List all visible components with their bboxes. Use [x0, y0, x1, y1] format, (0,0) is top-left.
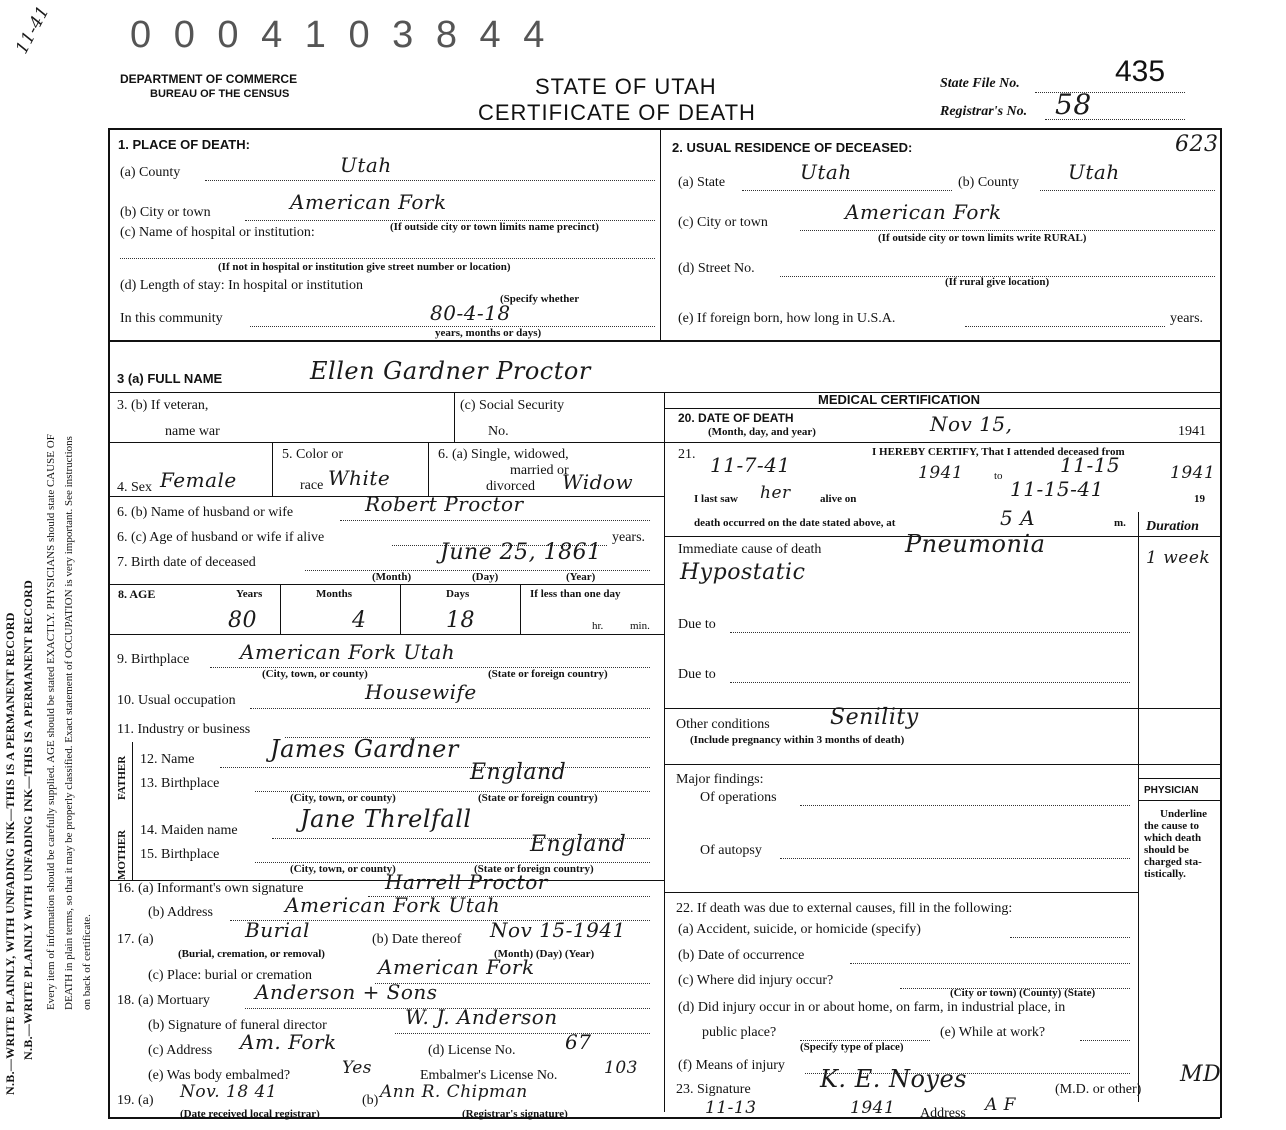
- marital-label-2: married or: [510, 463, 569, 478]
- race-label: race: [300, 478, 324, 493]
- due-to-label-1: Due to: [678, 617, 716, 632]
- sidebar-instructions-1: Every item of information should be carefully supplied. AGE should be stated EXACTLY. PHYSICIANS should state CAUSE OF: [45, 434, 57, 1010]
- sex-value: Female: [160, 468, 237, 492]
- corner-number: 623: [1175, 132, 1219, 157]
- res-city-value: American Fork: [845, 200, 1002, 224]
- physician-note-3: which death: [1144, 832, 1202, 844]
- pod-city-value: American Fork: [290, 190, 447, 214]
- race-value: White: [328, 466, 391, 490]
- res-street-note: (If rural give location): [945, 276, 1050, 288]
- mortuary-value: Anderson + Sons: [255, 980, 438, 1004]
- disposition-label: 17. (a): [117, 932, 154, 947]
- attended-year-1: 1941: [918, 463, 964, 483]
- informant-value: Harrell Proctor: [385, 870, 548, 894]
- spouse-value: Robert Proctor: [365, 492, 524, 516]
- md-label: (M.D. or other): [1055, 1082, 1142, 1097]
- mother-name-value: Jane Threlfall: [300, 805, 472, 833]
- birth-date-label: 7. Birth date of deceased: [117, 555, 256, 570]
- form-top-border: [108, 128, 1220, 130]
- age-months-label: Months: [316, 588, 353, 600]
- funeral-director-value: W. J. Anderson: [405, 1005, 558, 1029]
- mother-name-label: 14. Maiden name: [140, 823, 238, 838]
- ssn-label: (c) Social Security: [460, 398, 565, 413]
- form-bottom-border: [108, 1117, 1220, 1119]
- date-death-year: 1941: [1178, 424, 1206, 439]
- dept-line1: DEPARTMENT OF COMMERCE: [120, 72, 298, 86]
- where-label: (c) Where did injury occur?: [678, 973, 834, 988]
- embalmed-value: Yes: [342, 1058, 373, 1078]
- attended-to: 11-15: [1060, 453, 1121, 477]
- state-file-number: 435: [1115, 55, 1166, 88]
- section-divider: [108, 340, 1220, 342]
- pod-city-label: (b) City or town: [120, 205, 211, 220]
- operations-label: Of operations: [700, 790, 777, 805]
- sidebar-warning-2: N.B.—WRITE PLAINLY WITH UNFADING INK—THIS IS A PERMANENT RECORD: [21, 579, 35, 1060]
- res-foreign-suffix: years.: [1170, 311, 1204, 326]
- registrar-signature-label: (b): [362, 1093, 379, 1108]
- pod-county-value: Utah: [340, 153, 392, 177]
- pod-county-label: (a) County: [120, 165, 181, 180]
- age-months-value: 4: [352, 608, 367, 633]
- res-county-value: Utah: [1068, 160, 1120, 184]
- pod-stay-label: (d) Length of stay: In hospital or institution: [120, 278, 364, 293]
- informant-address-label: (b) Address: [148, 905, 213, 920]
- immediate-cause-label: Immediate cause of death: [678, 542, 822, 557]
- pod-community-note: years, months or days): [435, 327, 542, 339]
- major-findings-label: Major findings:: [676, 772, 764, 787]
- birth-day-note: (Day): [472, 571, 499, 583]
- informant-address-value: American Fork Utah: [285, 893, 501, 917]
- license-label: (d) License No.: [428, 1043, 516, 1058]
- physician-label: PHYSICIAN: [1144, 785, 1199, 796]
- dept-line2: BUREAU OF THE CENSUS: [150, 88, 290, 100]
- address-value: A F: [985, 1095, 1016, 1115]
- public-place-label: public place?: [702, 1025, 777, 1040]
- md-value: MD: [1180, 1062, 1222, 1087]
- attended-from: 11-7-41: [710, 453, 791, 477]
- pod-hospital-note: (If outside city or town limits name precinct): [390, 221, 599, 233]
- registrar-signature-value: Ann R. Chipman: [380, 1082, 528, 1102]
- res-state-value: Utah: [800, 160, 852, 184]
- registrar-signature-note: (Registrar's signature): [462, 1108, 568, 1120]
- immediate-cause-value-2: Hypostatic: [680, 560, 806, 585]
- birthplace-label: 9. Birthplace: [117, 652, 190, 667]
- full-name-value: Ellen Gardner Proctor: [310, 357, 591, 385]
- means-label: (f) Means of injury: [678, 1058, 785, 1073]
- occupation-value: Housewife: [365, 680, 477, 704]
- marital-value: Widow: [562, 470, 634, 494]
- form-left-border: [108, 128, 110, 1118]
- accident-label: (a) Accident, suicide, or homicide (specify): [678, 922, 921, 937]
- home-label: (d) Did injury occur in or about home, on farm, in industrial place, in: [678, 1000, 1066, 1015]
- disposition-value: Burial: [245, 918, 310, 942]
- physician-note-1: Underline: [1160, 808, 1208, 820]
- attended-year-2: 1941: [1170, 463, 1216, 483]
- sidebar-warning-1: N.B.—WRITE PLAINLY, WITH UNFADING INK—THIS IS A PERMANENT RECORD: [3, 612, 17, 1095]
- mother-birthplace-label: 15. Birthplace: [140, 847, 220, 862]
- to-label: to: [994, 470, 1003, 482]
- top-divider: [660, 128, 661, 340]
- medical-divider: [664, 392, 665, 1112]
- other-conditions-value: Senility: [830, 705, 919, 730]
- physician-note-4: should be: [1144, 844, 1189, 856]
- margin-date: 11-41: [12, 2, 54, 58]
- pod-community-value: 80-4-18: [430, 301, 511, 325]
- age-years-label: Years: [236, 588, 263, 600]
- spouse-label: 6. (b) Name of husband or wife: [117, 505, 294, 520]
- cert-num: 21.: [678, 447, 696, 462]
- mother-side-label: MOTHER: [116, 829, 128, 880]
- where-note: (City or town) (County) (State): [950, 987, 1096, 999]
- sidebar-instructions-2: DEATH in plain terms, so that it may be properly classified. Exact statement of OCCUPATION is very important. See instructions: [63, 436, 75, 1010]
- mortuary-address-label: (c) Address: [148, 1043, 213, 1058]
- received-value: Nov. 18 41: [180, 1082, 278, 1102]
- last-saw-label: I last saw: [694, 493, 739, 505]
- age-hr-label: hr.: [592, 620, 604, 632]
- last-saw-year: 19: [1194, 493, 1205, 505]
- father-birthplace-label: 13. Birthplace: [140, 776, 220, 791]
- veteran-label: 3. (b) If veteran,: [117, 398, 209, 413]
- sex-label: 4. Sex: [117, 480, 152, 495]
- duration-value: 1 week: [1146, 548, 1211, 568]
- physician-note-6: tistically.: [1144, 868, 1186, 880]
- birthplace-state-note: (State or foreign country): [488, 668, 608, 680]
- medical-title: MEDICAL CERTIFICATION: [818, 392, 981, 407]
- birth-date-value: June 25, 1861: [440, 540, 602, 565]
- sidebar-instructions-3: on back of certificate.: [81, 914, 93, 1010]
- spouse-age-label: 6. (c) Age of husband or wife if alive: [117, 530, 325, 545]
- received-note: (Date received local registrar): [180, 1108, 320, 1120]
- mother-birthplace-value: England: [530, 832, 627, 857]
- res-city-label: (c) City or town: [678, 215, 768, 230]
- certify-text: I HEREBY CERTIFY, That I attended deceased from: [872, 446, 1125, 458]
- disposition-date-value: Nov 15-1941: [490, 918, 626, 942]
- signature-date: 11-13: [705, 1098, 757, 1118]
- other-conditions-label: Other conditions: [676, 717, 770, 732]
- embalmed-label: (e) Was body embalmed?: [148, 1068, 291, 1083]
- father-birthplace-value: England: [470, 760, 567, 785]
- age-days-label: Days: [446, 588, 470, 600]
- public-place-note: (Specify type of place): [800, 1041, 904, 1053]
- other-conditions-note: (Include pregnancy within 3 months of death): [690, 734, 905, 746]
- signature-label: 23. Signature: [676, 1082, 751, 1097]
- physician-note-2: the cause to: [1144, 820, 1199, 832]
- autopsy-label: Of autopsy: [700, 843, 762, 858]
- father-state-note: (State or foreign country): [478, 792, 598, 804]
- embalmer-value: 103: [604, 1058, 638, 1078]
- pod-hospital-label: (c) Name of hospital or institution:: [120, 225, 315, 240]
- age-min-label: min.: [630, 620, 650, 632]
- license-value: 67: [565, 1030, 592, 1054]
- registrar-number: 58: [1055, 88, 1092, 121]
- date-death-note: (Month, day, and year): [708, 426, 816, 438]
- state-title: STATE OF UTAH: [535, 74, 717, 99]
- external-causes-label: 22. If death was due to external causes, fill in the following:: [676, 901, 1013, 916]
- birth-year-note: (Year): [566, 571, 596, 583]
- industry-label: 11. Industry or business: [117, 722, 251, 737]
- occupation-label: 10. Usual occupation: [117, 693, 236, 708]
- age-label: 8. AGE: [118, 587, 156, 601]
- pod-community-label: In this community: [120, 311, 223, 326]
- ssn-no-label: No.: [488, 424, 509, 439]
- age-days-value: 18: [446, 608, 475, 633]
- place-of-death-title: 1. PLACE OF DEATH:: [118, 137, 250, 152]
- res-county-label: (b) County: [958, 175, 1020, 190]
- res-foreign-label: (e) If foreign born, how long in U.S.A.: [678, 311, 896, 326]
- color-label: 5. Color or: [282, 447, 344, 462]
- due-to-label-2: Due to: [678, 667, 716, 682]
- registrar-label: Registrar's No.: [940, 104, 1028, 119]
- birthplace-city-note: (City, town, or county): [262, 668, 368, 680]
- spouse-age-suffix: years.: [612, 530, 646, 545]
- full-name-label: 3 (a) FULL NAME: [117, 371, 223, 386]
- mortuary-label: 18. (a) Mortuary: [117, 993, 210, 1008]
- physician-signature-value: K. E. Noyes: [820, 1065, 967, 1093]
- date-death-value: Nov 15,: [930, 412, 1013, 436]
- marital-label-1: 6. (a) Single, widowed,: [438, 447, 569, 462]
- occurred-value: 5 A: [1000, 506, 1036, 530]
- physician-note-5: charged sta-: [1144, 856, 1202, 868]
- while-at-work-label: (e) While at work?: [940, 1025, 1046, 1040]
- occurred-m-label: m.: [1114, 517, 1126, 529]
- certificate-title: CERTIFICATE OF DEATH: [478, 100, 756, 125]
- signature-year: 1941: [850, 1098, 896, 1118]
- occurred-label: death occurred on the date stated above, at: [694, 517, 896, 529]
- birthplace-value: American Fork Utah: [240, 640, 456, 664]
- father-name-value: James Gardner: [270, 735, 459, 763]
- received-label: 19. (a): [117, 1093, 154, 1108]
- last-saw-value: her: [760, 483, 791, 503]
- mortuary-address-value: Am. Fork: [240, 1030, 337, 1054]
- date-death-label: 20. DATE OF DEATH: [678, 411, 794, 425]
- res-street-label: (d) Street No.: [678, 261, 755, 276]
- duration-label: Duration: [1146, 519, 1199, 534]
- disposition-note: (Burial, cremation, or removal): [178, 948, 325, 960]
- residence-title: 2. USUAL RESIDENCE OF DECEASED:: [672, 140, 913, 155]
- embalmer-label: Embalmer's License No.: [420, 1068, 558, 1083]
- funeral-director-label: (b) Signature of funeral director: [148, 1018, 327, 1033]
- war-label: name war: [165, 424, 220, 439]
- age-less-day-label: If less than one day: [530, 588, 621, 600]
- form-right-border: [1220, 128, 1222, 1118]
- pod-street-note: (If not in hospital or institution give street number or location): [218, 261, 511, 273]
- alive-label: alive on: [820, 493, 857, 505]
- disposition-date-label: (b) Date thereof: [372, 932, 462, 947]
- mother-city-note: (City, town, or county): [290, 863, 396, 875]
- address-label: Address: [920, 1106, 966, 1121]
- marital-label-3: divorced: [486, 479, 535, 494]
- last-saw-date: 11-15-41: [1010, 477, 1104, 501]
- res-state-label: (a) State: [678, 175, 726, 190]
- occurrence-label: (b) Date of occurrence: [678, 948, 805, 963]
- informant-label: 16. (a) Informant's own signature: [117, 881, 304, 896]
- pod-specify-note: (Specify whether: [500, 293, 580, 305]
- father-city-note: (City, town, or county): [290, 792, 396, 804]
- father-name-label: 12. Name: [140, 752, 195, 767]
- serial-number: 0 0 0 4 1 0 3 8 4 4: [130, 14, 551, 56]
- res-city-note: (If outside city or town limits write RURAL): [878, 232, 1087, 244]
- burial-place-value: American Fork: [378, 955, 535, 979]
- age-years-value: 80: [228, 608, 257, 633]
- state-file-label: State File No.: [940, 76, 1020, 91]
- father-side-label: FATHER: [116, 755, 128, 800]
- immediate-cause-value: Pneumonia: [905, 530, 1046, 558]
- disposition-date-note: (Month) (Day) (Year): [494, 948, 595, 960]
- mother-state-note: (State or foreign country): [474, 863, 594, 875]
- burial-place-label: (c) Place: burial or cremation: [148, 968, 313, 983]
- birth-month-note: (Month): [372, 571, 412, 583]
